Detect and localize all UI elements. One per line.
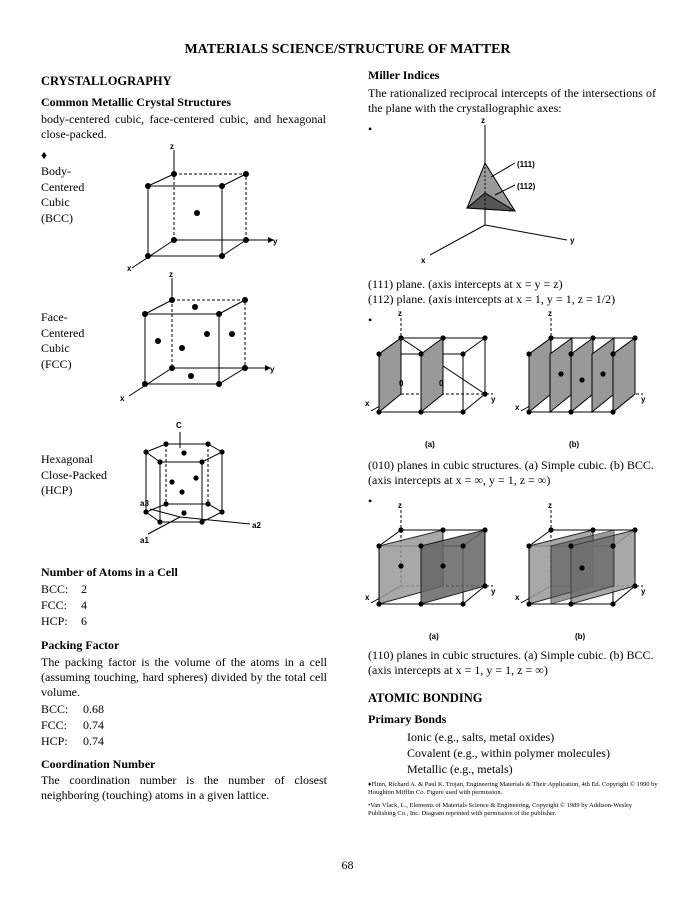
bond-list	[407, 729, 610, 777]
miller-diagram	[415, 115, 595, 270]
svg-text:x: x	[365, 593, 370, 602]
svg-text:z: z	[548, 309, 552, 318]
planes-010-caption-2: (axis intercepts at x = ∞, y = 1, z = ∞)	[368, 473, 551, 487]
miller-axis-z: z	[481, 116, 485, 125]
packing-heading: Packing Factor	[41, 638, 120, 652]
coordination-text: The coordination number is the number of closest neighboring (touching) atoms in a given lattice.	[41, 773, 327, 802]
bcc-axis-z: z	[170, 142, 174, 151]
bullet-3: •	[368, 494, 373, 508]
bcc-label: Body- Centered Cubic (BCC)	[41, 164, 85, 225]
coordination-heading: Coordination Number	[41, 757, 156, 771]
hcp-axis-a3: a3	[140, 499, 149, 508]
footnote-2: •Van Vlack, L., Elements of Materials Science & Engineering, Copyright © 1989 by Addison-Wesley Publishing Co., Inc. Diagram reprinted with permission of the publisher.	[368, 802, 633, 817]
planes-110-label-a: (a)	[429, 632, 439, 641]
svg-text:x: x	[515, 403, 520, 412]
planes-110-caption-1: (110) planes in cubic structures. (a) Simple cubic. (b) BCC.	[368, 648, 654, 662]
svg-text:z: z	[398, 501, 402, 510]
planes-010-label-a: (a)	[425, 440, 435, 449]
bullet-2: •	[368, 313, 373, 327]
structures-intro: body-centered cubic, face-centered cubic, and hexagonal close-packed.	[41, 112, 326, 141]
svg-text:x: x	[365, 399, 370, 408]
subsection-structures: Common Metallic Crystal Structures	[41, 95, 232, 109]
bond-ionic: Ionic (e.g., salts, metal oxides)	[407, 730, 555, 744]
fcc-diagram	[115, 268, 285, 408]
svg-text:0: 0	[439, 379, 444, 388]
atoms-table: BCC: 2 FCC: 4 HCP: 6	[41, 582, 87, 628]
svg-text:x: x	[515, 593, 520, 602]
diamond-marker: ♦	[41, 148, 48, 162]
bond-metallic: Metallic (e.g., metals)	[407, 762, 513, 776]
svg-text:y: y	[491, 395, 496, 404]
planes-110-label-b: (b)	[575, 632, 586, 641]
svg-text:z: z	[398, 309, 402, 318]
fcc-label: Face- Centered Cubic (FCC)	[41, 310, 85, 371]
fcc-axis-y: y	[270, 365, 275, 374]
primary-bonds-heading: Primary Bonds	[368, 712, 447, 726]
atoms-heading: Number of Atoms in a Cell	[41, 565, 178, 579]
footnote-1: ♦Flinn, Richard A. & Paul K. Trojan, Engineering Materials & Their Application, 4th Ed. Copyright © 1990 by Houghton Mifflin Co. Figure used with permission.	[368, 781, 658, 796]
bcc-axis-y: y	[273, 237, 278, 246]
miller-caption-1: (111) plane. (axis intercepts at x = y = z)	[368, 277, 563, 291]
planes-110-diagram	[363, 500, 663, 645]
label-111: (111)	[517, 160, 535, 169]
miller-caption-2: (112) plane. (axis intercepts at x = 1, y = 1, z = 1/2)	[368, 292, 616, 306]
svg-text:y: y	[641, 587, 646, 596]
packing-table: BCC: 0.68 FCC: 0.74 HCP: 0.74	[41, 702, 104, 748]
planes-010-caption-1: (010) planes in cubic structures. (a) Simple cubic. (b) BCC.	[368, 458, 654, 472]
section-atomic-bonding: ATOMIC BONDING	[368, 691, 483, 705]
planes-010-diagram	[363, 308, 663, 453]
planes-010-label-b: (b)	[569, 440, 580, 449]
miller-heading: Miller Indices	[368, 68, 440, 82]
hcp-label: Hexagonal Close-Packed (HCP)	[41, 452, 107, 497]
planes-110-caption-2: (axis intercepts at x = 1, y = 1, z = ∞)	[368, 663, 548, 677]
bond-covalent: Covalent (e.g., within polymer molecules)	[407, 746, 610, 760]
hcp-axis-a2: a2	[252, 521, 261, 530]
svg-text:0: 0	[399, 379, 404, 388]
miller-axis-y: y	[570, 236, 575, 245]
hcp-axis-c: C	[176, 421, 182, 430]
miller-axis-x: x	[421, 256, 426, 265]
bcc-axis-x: x	[127, 264, 132, 273]
page-number: 68	[341, 858, 354, 872]
svg-text:z: z	[548, 501, 552, 510]
label-112: (112)	[517, 182, 536, 191]
fcc-axis-x: x	[120, 394, 125, 403]
fcc-axis-z: z	[169, 270, 173, 279]
page-title: MATERIALS SCIENCE/STRUCTURE OF MATTER	[184, 42, 511, 57]
miller-text: The rationalized reciprocal intercepts of the intersections of the plane with the crystallographic axes:	[368, 86, 656, 115]
packing-text: The packing factor is the volume of the atoms in a cell (assuming touching, hard spheres) divided by the total cell volume.	[41, 655, 327, 699]
svg-text:y: y	[491, 587, 496, 596]
svg-text:y: y	[641, 395, 646, 404]
hcp-axis-a1: a1	[140, 536, 149, 545]
bcc-diagram	[118, 140, 288, 280]
section-crystallography: CRYSTALLOGRAPHY	[41, 74, 172, 88]
hcp-diagram	[110, 412, 270, 552]
bullet-1: •	[368, 122, 373, 136]
